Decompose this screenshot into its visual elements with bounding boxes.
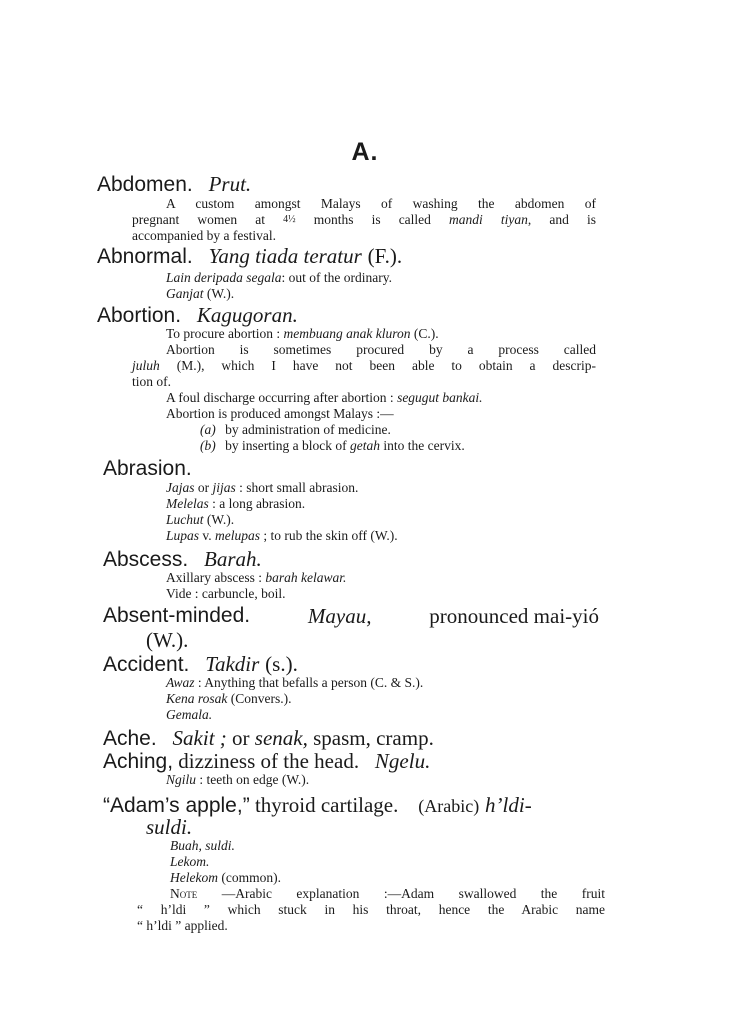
- entry-accident: [103, 652, 298, 677]
- malay-term: Mayau,: [307, 604, 372, 628]
- malay-term: Sakit ;: [172, 726, 227, 750]
- entry-continuation: suldi.: [146, 815, 193, 839]
- entry-abortion: [97, 303, 298, 328]
- entry-line: To procure abortion : membuang anak kluron (C.).: [166, 326, 439, 341]
- malay-term: Yang tiada teratur: [208, 244, 362, 268]
- malay-term: h’ldi-: [485, 793, 532, 817]
- section-letter: A.: [351, 138, 379, 166]
- malay-term: Kagugoran.: [196, 303, 298, 327]
- entry-line: Jajas or jijas : short small abrasion.: [166, 480, 359, 495]
- headword: Abrasion.: [103, 457, 192, 480]
- entry-line: Gemala.: [166, 707, 213, 722]
- entry-line: pregnant women at 4½ months is called mandi tiyan, and is: [132, 212, 597, 227]
- entry-line: Axillary abscess : barah kelawar.: [166, 570, 347, 585]
- entry-line: Lekom.: [170, 854, 210, 869]
- entry-line: Abortion is sometimes procured by a process called: [166, 342, 596, 357]
- entry-line: “ h’ldi ” applied.: [137, 918, 228, 933]
- entry-abdomen: [97, 172, 251, 197]
- entry-abnormal: [97, 244, 402, 269]
- source-ref: (s.).: [265, 652, 298, 676]
- headword: “Adam’s apple,”: [103, 794, 250, 817]
- entry-line: Ngilu : teeth on edge (W.).: [166, 772, 310, 787]
- malay-term: Barah.: [204, 547, 262, 571]
- entry-line: Kena rosak (Convers.).: [166, 691, 292, 706]
- entry-ache: Ache. Sakit ; or senak, spasm, cramp.: [103, 726, 434, 750]
- entry-line: A foul discharge occurring after abortion : segugut bankai.: [166, 390, 483, 405]
- entry-abrasion: [103, 457, 192, 481]
- source-ref: (Arabic): [418, 796, 480, 816]
- entry-line: accompanied by a festival.: [132, 228, 276, 243]
- entry-line: Lupas v. melupas ; to rub the skin off (W.).: [166, 528, 398, 543]
- headword: Abortion.: [97, 304, 182, 327]
- malay-term: Takdir: [205, 652, 260, 676]
- headword: Accident.: [103, 653, 190, 676]
- entry-line: tion of.: [132, 374, 171, 389]
- entry-continuation: (W.).: [146, 628, 189, 652]
- headword: Abnormal.: [97, 245, 193, 268]
- entry-line: Buah, suldi.: [170, 838, 235, 853]
- entry-line: Luchut (W.).: [166, 512, 235, 527]
- entry-aching: Aching, dizziness of the head. Ngelu.: [103, 749, 431, 773]
- pronunciation: pronounced mai-yió: [429, 604, 599, 628]
- entry-line: “ h’ldi ” which stuck in his throat, hence the Arabic name: [137, 902, 605, 917]
- entry-line: A custom amongst Malays of washing the abdomen of: [166, 196, 596, 211]
- headword: Abscess.: [103, 548, 189, 571]
- entry-line: (a) by administration of medicine.: [200, 422, 391, 437]
- entry-line: Awaz : Anything that befalls a person (C. & S.).: [166, 675, 424, 690]
- malay-term: senak,: [254, 726, 308, 750]
- entry-adams-apple: “Adam’s apple,” thyroid cartilage. (Arabic) h’ldi-: [103, 793, 532, 817]
- entry-line: juluh (M.), which I have not been able to obtain a descrip-: [132, 358, 596, 373]
- entry-line: Melelas : a long abrasion.: [166, 496, 306, 511]
- entry-abscess: [103, 547, 262, 572]
- headword: Aching,: [103, 750, 174, 773]
- entry-line: (b) by inserting a block of getah into the cervix.: [200, 438, 465, 453]
- entry-line: Note —Arabic explanation :—Adam swallowed the fruit: [170, 886, 605, 901]
- entry-line: Helekom (common).: [170, 870, 281, 885]
- headword: Absent-minded.: [103, 604, 251, 627]
- malay-term: Prut.: [208, 172, 252, 196]
- entry-absent-minded: [103, 604, 599, 628]
- headword: Abdomen.: [97, 173, 193, 196]
- headword: Ache.: [103, 727, 157, 750]
- note-label: Note: [170, 886, 198, 901]
- entry-line: Lain deripada segala: out of the ordinary.: [166, 270, 392, 285]
- source-ref: (F.).: [367, 244, 403, 268]
- entry-line: Abortion is produced amongst Malays :—: [166, 406, 394, 421]
- malay-term: Ngelu.: [374, 749, 431, 773]
- entry-line: Vide : carbuncle, boil.: [166, 586, 286, 601]
- entry-line: Ganjat (W.).: [166, 286, 235, 301]
